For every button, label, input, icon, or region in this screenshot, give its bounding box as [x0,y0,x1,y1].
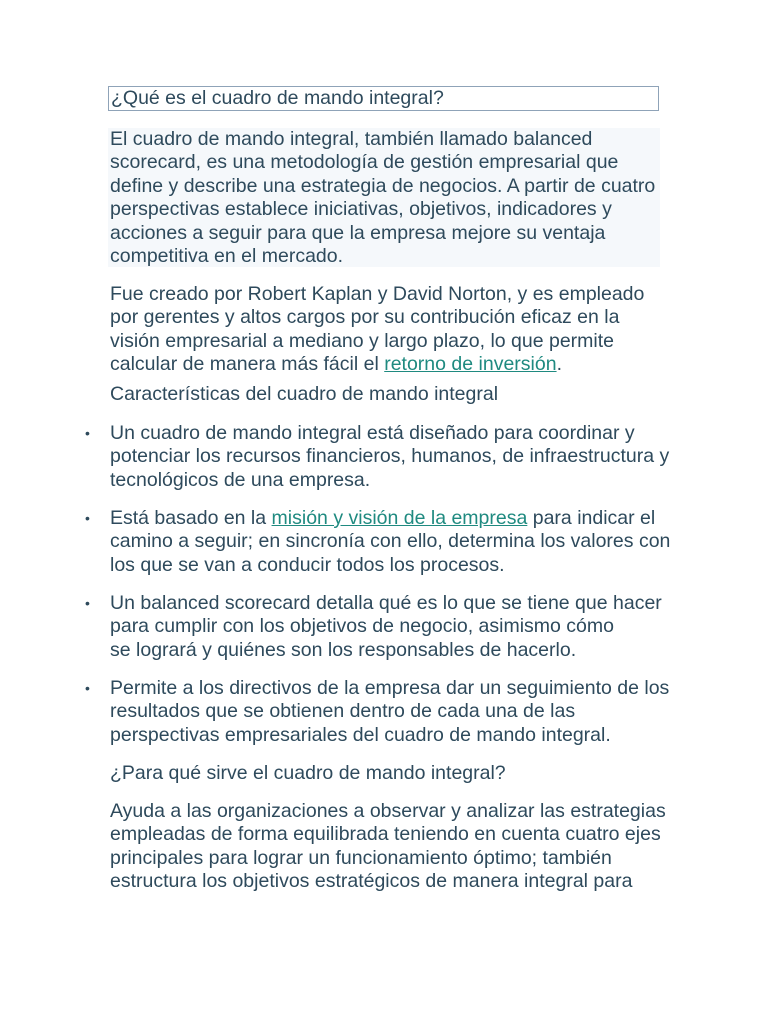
purpose-heading-text: ¿Para qué sirve el cuadro de mando integral? [110,762,506,784]
characteristics-heading-text: Características del cuadro de mando integral [110,383,499,405]
intro-line: El cuadro de mando integral, también llamado balanced [110,128,593,150]
mission-vision-link[interactable]: misión y visión de la empresa [271,507,528,529]
characteristics-heading [110,383,660,406]
origin-text: calcular de manera más fácil el [110,353,385,376]
list-item-line: Un cuadro de mando integral está diseñado para coordinar y [110,422,635,444]
list-item [85,592,662,662]
purpose-line: principales para lograr un funcionamiento óptimo; también [110,846,612,869]
list-item-text: para indicar el [527,507,656,529]
origin-paragraph [110,283,660,377]
purpose-line: Ayuda a las organizaciones a observar y analizar las estrategias [110,800,666,822]
origin-line-last [110,353,660,376]
purpose-heading [110,762,660,785]
intro-line: acciones a seguir para que la empresa mejore su ventaja [110,221,606,244]
return-on-investment-link[interactable]: retorno de inversión [384,353,557,376]
list-item-text: Está basado en la [110,507,272,529]
intro-line: perspectivas establece iniciativas, objetivos, indicadores y [110,198,612,221]
list-item-line: los que se van a conducir todos los procesos. [110,553,505,576]
list-item [85,677,670,747]
purpose-line: estructura los objetivos estratégicos de manera integral para [110,870,633,893]
purpose-line: empleadas de forma equilibrada teniendo en cuenta cuatro ejes [110,823,661,846]
origin-line: por gerentes y altos cargos por su contribución eficaz en la [110,306,620,329]
bullet-icon: • [85,680,90,696]
intro-line: scorecard, es una metodología de gestión empresarial que [110,151,619,174]
list-item-line: Un balanced scorecard detalla qué es lo que se tiene que hacer [110,592,662,614]
intro-paragraph [108,128,660,267]
bullet-icon: • [85,425,90,441]
list-item-line: tecnológicos de una empresa. [110,468,371,491]
list-item-line: para cumplir con los objetivos de negocio, asimismo cómo [110,615,614,638]
purpose-paragraph [110,800,666,894]
bullet-icon: • [85,510,90,526]
list-item-line [110,507,662,530]
origin-line: Fue creado por Robert Kaplan y David Norton, y es empleado [110,283,645,305]
origin-period: . [556,353,562,376]
origin-line: visión empresarial a mediano y largo plazo, lo que permite [110,329,615,352]
list-item-line: potenciar los recursos financieros, humanos, de infraestructura y [110,445,670,468]
list-item-line: camino a seguir; en sincronía con ello, determina los valores con [110,530,671,553]
list-item-line: perspectivas empresariales del cuadro de mando integral. [110,723,611,746]
intro-line: competitiva en el mercado. [110,245,344,268]
bullet-icon: • [85,595,90,611]
list-item [85,422,670,492]
intro-line: define y describe una estrategia de negocios. A partir de cuatro [110,174,656,197]
list-item [85,507,671,577]
list-item-line: Permite a los directivos de la empresa dar un seguimiento de los [110,677,670,699]
list-item-line: resultados que se obtienen dentro de cada una de las [110,700,576,723]
list-item-line: se logrará y quiénes son los responsables de hacerlo. [110,638,577,661]
page-title-text: ¿Qué es el cuadro de mando integral? [111,87,444,109]
page-title [108,86,659,111]
